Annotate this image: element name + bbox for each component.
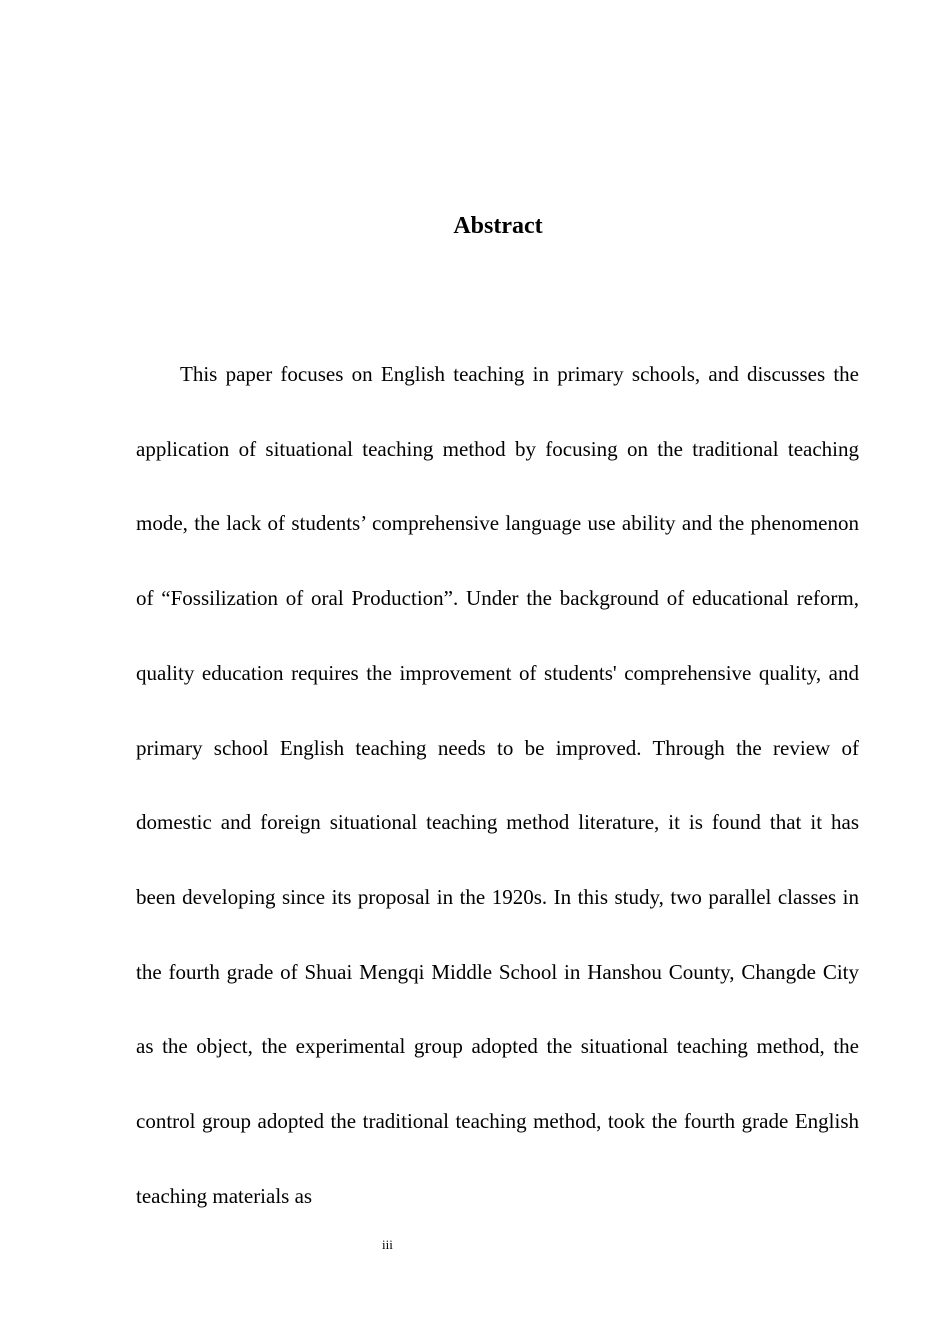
abstract-paragraph: This paper focuses on English teaching in primary schools, and discusses the application of situational teaching method by focusing on the traditional teaching mode, the lack of students’ comprehensive language use ability and the phenomenon of “Fossilization of oral Production”. Under the background of educational reform, quality education requires the improvement of students' comprehensive quality, and primary school English teaching needs to be improved. Through the review of domestic and foreign situational teaching method literature, it is found that it has been developing since its proposal in the 1920s. In this study, two parallel classes in the fourth grade of Shuai Mengqi Middle School in Hanshou County, Changde City as the object, the experimental group adopted the situational teaching method, the control group adopted the traditional teaching method, took the fourth grade English teaching materials as — [136, 362, 859, 1208]
page-number: iii — [382, 1237, 393, 1252]
abstract-title: Abstract — [453, 213, 543, 239]
